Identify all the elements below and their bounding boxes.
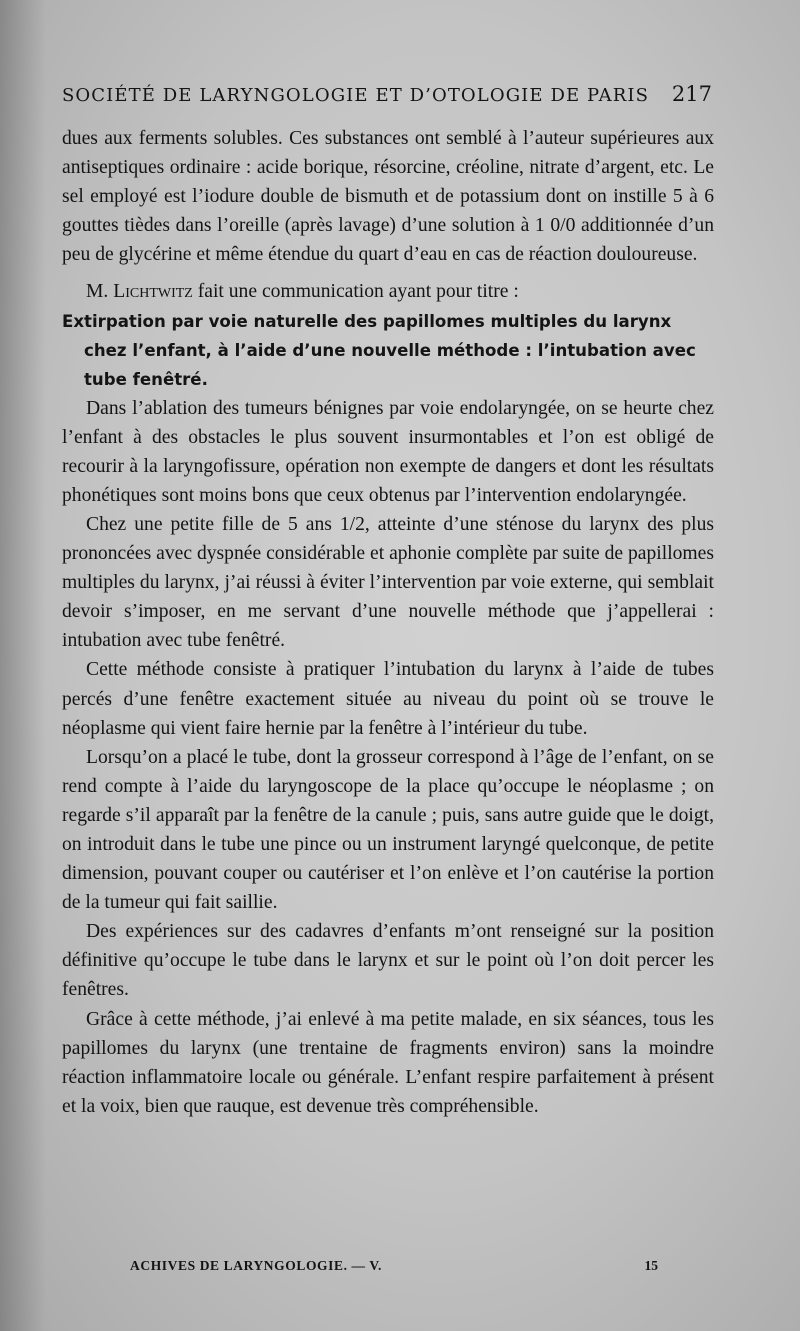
signature-mark: 15 (644, 1258, 658, 1273)
running-title: SOCIÉTÉ DE LARYNGOLOGIE ET D’OTOLOGIE DE PARIS (62, 85, 649, 106)
intro-prefix: M. (86, 281, 114, 303)
page-gutter-shadow (0, 0, 46, 1331)
intro-rest: fait une communication ayant pour titre : (192, 281, 519, 303)
page-footer (130, 1258, 658, 1274)
paragraph-continued: dues aux ferments solubles. Ces substances ont semblé à l’auteur supérieures aux antiseptiques ordinaire : acide borique, résorcine, créoline, nitrate d’argent, etc. Le sel employé est l’iodure double de bismuth et de potassium dont on instille 5 à 6 gouttes tièdes dans l’oreille (après lavage) d’une solution à 1 0/0 additionnée d’un peu de glycérine et même étendue du quart d’eau en cas de réaction douloureuse. (62, 128, 714, 266)
paragraph-3: Cette méthode consiste à pratiquer l’intubation du larynx à l’aide de tubes percés d’une fenêtre exactement située au niveau du point où se trouve le néoplasme qui vient faire hernie par la fenêtre à l’intérieur du tube. (62, 659, 714, 739)
paragraph-4: Lorsqu’on a placé le tube, dont la grosseur correspond à l’âge de l’enfant, on se rend compte à l’aide du laryngoscope de la place qu’occupe le néoplasme ; on regarde s’il apparaît par la fenêtre de la canule ; puis, sans autre guide que le doigt, on introduit dans le tube une pince ou un instrument laryngé quelconque, de petite dimension, pouvant couper ou cautériser et l’on enlève et l’on cautérise la portion de la tumeur qui fait saillie. (62, 746, 714, 914)
communication-intro (62, 277, 714, 306)
journal-name: ACHIVES DE LARYNGOLOGIE. — V. (130, 1258, 382, 1273)
paragraph-2: Chez une petite fille de 5 ans 1/2, atteinte d’une sténose du larynx des plus prononcées avec dyspnée considérable et aphonie complète par suite de papillomes multiples du larynx, j’ai réussi à éviter l’intervention par voie externe, qui semblait devoir s’imposer, en me servant d’une nouvelle méthode que j’appellerai : intubation avec tube fenêtré. (62, 513, 714, 652)
page-number: 217 (671, 82, 712, 106)
author-name: Lichtwitz (113, 281, 193, 303)
body-text (62, 124, 714, 1121)
running-header (62, 82, 712, 106)
paragraph-5: Des expériences sur des cadavres d’enfants m’ont renseigné sur la position définitive qu’occupe le tube dans le larynx et sur le point où l’on doit percer les fenêtres. (62, 921, 714, 1001)
communication-title: Extirpation par voie naturelle des papillomes multiples du larynx chez l’enfant, à l’aide d’une nouvelle méthode : l’intubation avec tube fenêtré. (62, 311, 696, 389)
paragraph-6: Grâce à cette méthode, j’ai enlevé à ma petite malade, en six séances, tous les papillomes du larynx (une trentaine de fragments environ) sans la moindre réaction inflammatoire locale ou générale. L’enfant respire parfaitement à présent et la voix, bien que rauque, est devenue très compréhensible. (62, 1008, 714, 1117)
paragraph-1: Dans l’ablation des tumeurs bénignes par voie endolaryngée, on se heurte chez l’enfant à des obstacles le plus souvent insurmontables et l’on est obligé de recourir à la laryngofissure, opération non exempte de dangers et dont les résultats phonétiques sont moins bons que ceux obtenus par l’intervention endolaryngée. (62, 397, 714, 506)
